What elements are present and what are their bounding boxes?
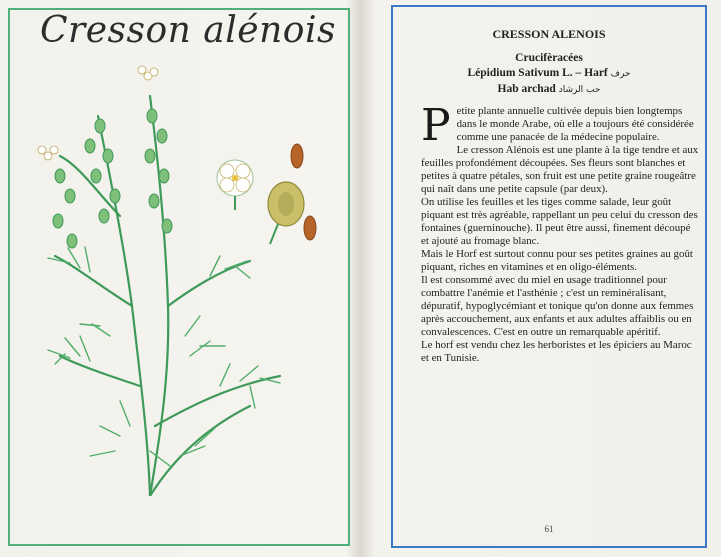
right-page (364, 0, 721, 557)
intro-paragraph (421, 100, 699, 151)
scientific-name-arabic: حرف (610, 69, 631, 79)
scientific-name (391, 67, 707, 79)
plant-title: Cresson alénois (40, 10, 336, 51)
page-number: 61 (544, 524, 554, 534)
paragraph: Il est consommé avec du miel en usage traditionnel pour combattre l'anémie et l'asthénie ; c'est un reminéralisant, dépuratif, hypoglycémiant et tonique qu'on donne aux femmes après accouchement, aux enfants et aux adultes affaiblis ou en convalescences. C'est en outre un remarquable apéritif. (421, 274, 694, 338)
left-page (0, 0, 358, 557)
paragraph: Le cresson Alénois est une plante à la tige tendre et aux feuilles profondément découpées. Ses fleurs sont blanches et petites à quatre pétales, son fruit est une petite graine rougeâtre qui naît dans une petite capsule (par deux). (421, 144, 699, 195)
intro-text: etite plante annuelle cultivée depuis bien longtemps dans le monde Arabe, où elle a toujours été considérée comme une panacée de la médecine populaire. (456, 105, 694, 143)
common-name-arabic: حب الرشاد (558, 85, 601, 95)
common-name (391, 83, 707, 95)
article-body (421, 100, 699, 365)
paragraph: Le horf est vendu chez les herboristes et les épiciers au Maroc et en Tunisie. (421, 339, 692, 364)
paragraph: On utilise les feuilles et les tiges comme salade, leur goût piquant est très agréable, rappellant un peu celui du cresson des fontaines (guerninouche). Il peut être aussi, finement découpé et ajouté au fromage blanc. (421, 196, 698, 247)
common-name-latin: Hab archad (497, 83, 556, 95)
drop-cap: P (421, 100, 451, 151)
article-heading: CRESSON ALENOIS (492, 27, 606, 41)
paragraph: Mais le Horf est surtout connu pour ses petites graines au goût piquant, riches en vitamines et en oligo-éléments. (421, 248, 693, 273)
plant-family: Crucifèracées (515, 52, 583, 64)
cress-illustration (20, 56, 340, 496)
scientific-name-latin: Lépidium Sativum L. – Harf (467, 67, 608, 79)
